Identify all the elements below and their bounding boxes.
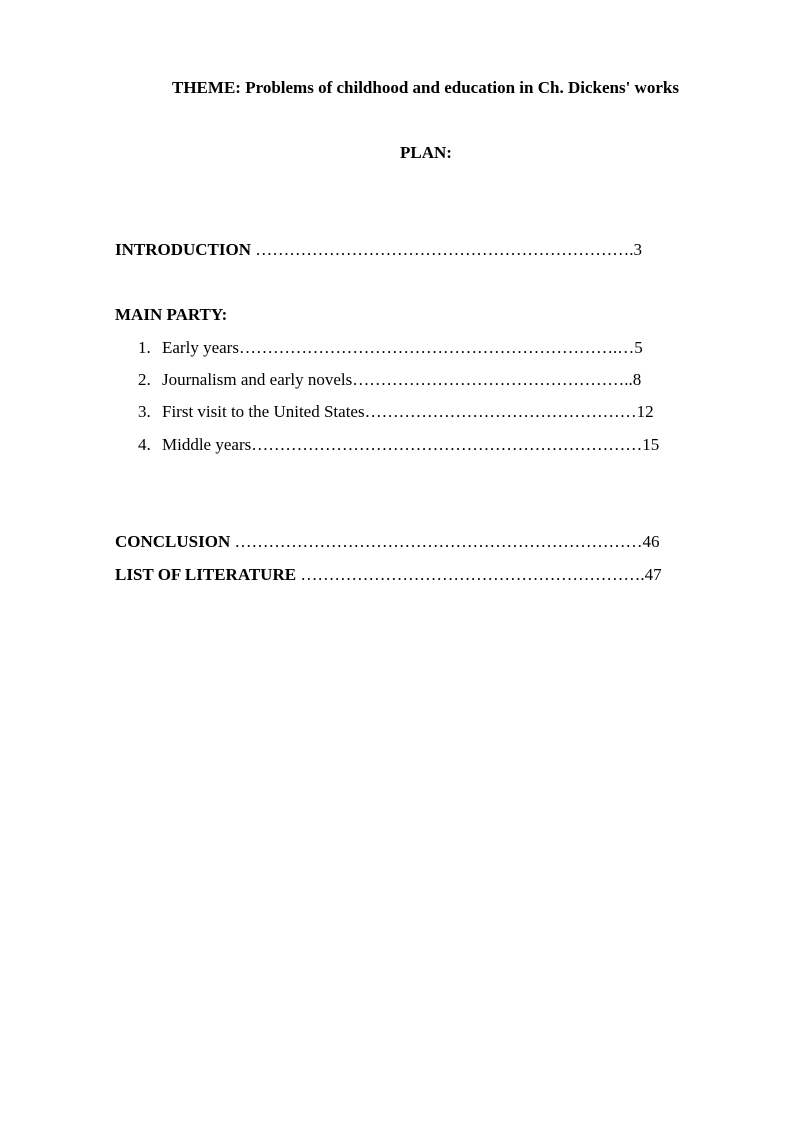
toc-dot-leader: ………………………………………………………….… (238, 338, 635, 357)
toc-entry-literature (115, 565, 662, 585)
list-number: 3. (138, 402, 151, 421)
toc-page-number: 46 (642, 532, 660, 551)
toc-entry-text: Early years (162, 338, 239, 357)
toc-entry-label: INTRODUCTION (115, 240, 252, 259)
toc-entry-text: Journalism and early novels (162, 370, 353, 389)
toc-entry-conclusion (115, 532, 660, 552)
list-number: 1. (138, 338, 151, 357)
toc-entry-first-visit (138, 402, 654, 422)
toc-page-number: 47 (644, 565, 662, 584)
toc-dot-leader: …………………………………………………………… (251, 435, 643, 454)
toc-page-number: 5 (634, 338, 643, 357)
list-number: 4. (138, 435, 151, 454)
main-part-heading: MAIN PARTY: (115, 305, 228, 324)
list-number: 2. (138, 370, 151, 389)
document-theme-title: THEME: Problems of childhood and education in Ch. Dickens' works (172, 78, 679, 97)
toc-dot-leader: ………………………………………….. (352, 370, 633, 389)
toc-page-number: 8 (632, 370, 642, 389)
toc-entry-journalism (138, 370, 641, 390)
toc-page-number: 12 (636, 402, 654, 421)
toc-dot-leader: ……………………………………………………………… (230, 532, 643, 551)
toc-entry-middle-years (138, 435, 659, 455)
toc-entry-label: LIST OF LITERATURE (115, 565, 297, 584)
plan-heading: PLAN: (400, 143, 452, 162)
toc-dot-leader: ………………………………………… (364, 402, 637, 421)
toc-entry-label: CONCLUSION (115, 532, 231, 551)
toc-entry-early-years (138, 338, 643, 358)
toc-entry-introduction (115, 240, 642, 260)
toc-page-number: 3 (633, 240, 643, 259)
toc-entry-text: First visit to the United States (162, 402, 365, 421)
toc-dot-leader: …………………………………………………………. (251, 240, 634, 259)
toc-page-number: 15 (642, 435, 660, 454)
toc-entry-text: Middle years (162, 435, 252, 454)
toc-dot-leader: ……………………………………………………. (296, 565, 645, 584)
